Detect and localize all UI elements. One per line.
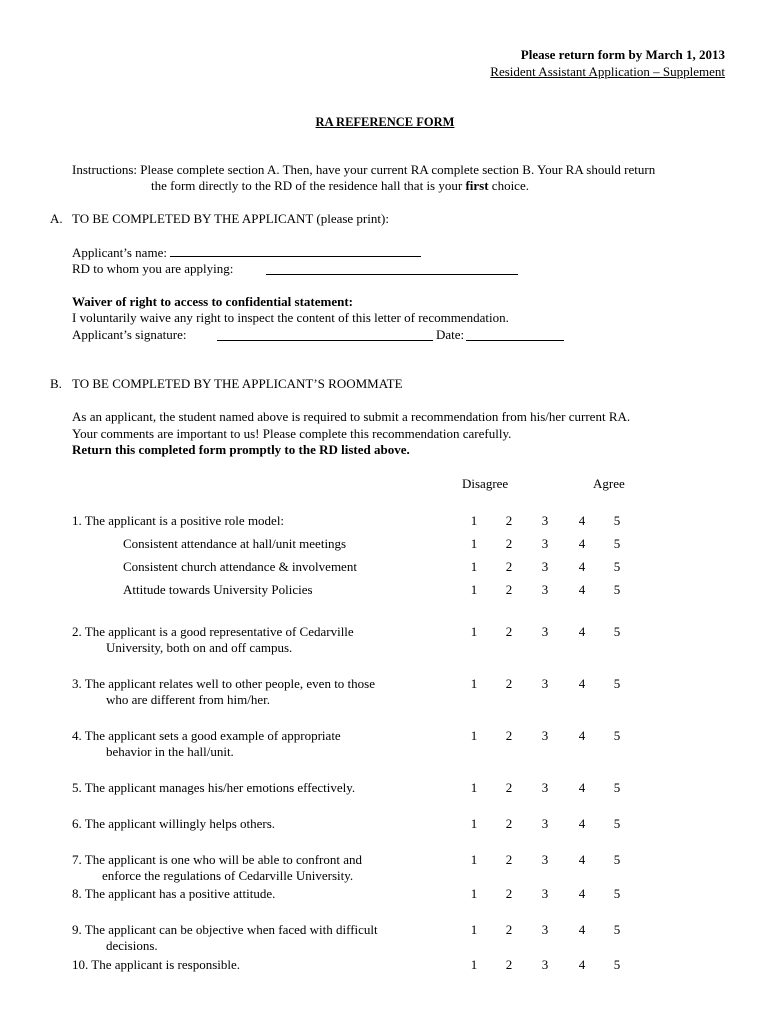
- signature-field[interactable]: [217, 326, 433, 341]
- rating-option-4[interactable]: 4: [578, 582, 586, 597]
- rating-scale: [457, 582, 657, 598]
- rating-option-4[interactable]: 4: [578, 957, 586, 972]
- rating-option-2[interactable]: 2: [505, 957, 513, 972]
- rating-option-3[interactable]: 3: [541, 624, 549, 639]
- rating-option-2[interactable]: 2: [505, 922, 513, 937]
- rating-scale: [457, 922, 657, 938]
- rating-item-text: 4. The applicant sets a good example of appropriate: [72, 728, 341, 743]
- signature-label: Applicant’s signature:: [72, 327, 187, 342]
- rating-scale: [457, 536, 657, 552]
- rating-item-text: 7. The applicant is one who will be able to confront and: [72, 852, 363, 867]
- rating-option-5[interactable]: 5: [613, 536, 621, 551]
- rating-item-text: 3. The applicant relates well to other people, even to those: [72, 676, 375, 691]
- rating-option-5[interactable]: 5: [613, 816, 621, 831]
- section-a-letter: A.: [50, 211, 63, 226]
- rating-option-2[interactable]: 2: [505, 780, 513, 795]
- rating-scale: [457, 780, 657, 796]
- return-deadline: Please return form by March 1, 2013: [520, 47, 725, 62]
- section-b-paragraph-1: As an applicant, the student named above is required to submit a recommendation from his/her current RA.: [72, 409, 631, 424]
- rating-scale: [457, 676, 657, 692]
- section-b-heading: TO BE COMPLETED BY THE APPLICANT’S ROOMMATE: [72, 376, 403, 391]
- rating-scale: [457, 513, 657, 529]
- instructions-line-2: [151, 178, 529, 194]
- scale-disagree-label: Disagree: [462, 476, 509, 491]
- instructions-text: the form directly to the RD of the residence hall that is your: [151, 178, 466, 193]
- rating-option-2[interactable]: 2: [505, 852, 513, 867]
- rating-option-1[interactable]: 1: [470, 676, 478, 691]
- rating-item-text: 10. The applicant is responsible.: [72, 957, 241, 972]
- rating-option-1[interactable]: 1: [470, 728, 478, 743]
- rating-item-text-continued: University, both on and off campus.: [106, 640, 293, 655]
- rating-item-text: 9. The applicant can be objective when faced with difficult: [72, 922, 378, 937]
- rating-item-text-continued: enforce the regulations of Cedarville University.: [102, 868, 354, 883]
- applicant-name-row: [72, 244, 421, 261]
- rating-option-3[interactable]: 3: [541, 886, 549, 901]
- rating-option-5[interactable]: 5: [613, 582, 621, 597]
- instructions-emphasis: first: [465, 178, 489, 193]
- rating-option-5[interactable]: 5: [613, 559, 621, 574]
- rating-option-2[interactable]: 2: [505, 624, 513, 639]
- rating-option-3[interactable]: 3: [541, 582, 549, 597]
- rating-option-5[interactable]: 5: [613, 886, 621, 901]
- rating-option-2[interactable]: 2: [505, 886, 513, 901]
- applicant-name-field[interactable]: [170, 244, 421, 257]
- rating-option-1[interactable]: 1: [470, 886, 478, 901]
- applicant-name-label: Applicant’s name:: [72, 245, 167, 260]
- rating-item-text-continued: decisions.: [106, 938, 158, 953]
- rating-option-5[interactable]: 5: [613, 957, 621, 972]
- rating-scale: [457, 728, 657, 744]
- rating-option-5[interactable]: 5: [613, 513, 621, 528]
- rating-option-4[interactable]: 4: [578, 624, 586, 639]
- rating-option-1[interactable]: 1: [470, 957, 478, 972]
- rating-option-4[interactable]: 4: [578, 676, 586, 691]
- date-label: Date:: [436, 327, 465, 342]
- rating-option-3[interactable]: 3: [541, 957, 549, 972]
- rating-scale: [457, 816, 657, 832]
- rating-option-4[interactable]: 4: [578, 922, 586, 937]
- rating-scale: [457, 886, 657, 902]
- rating-option-2[interactable]: 2: [505, 816, 513, 831]
- section-b-paragraph-3: Return this completed form promptly to the RD listed above.: [72, 442, 410, 457]
- rating-option-3[interactable]: 3: [541, 728, 549, 743]
- rating-option-1[interactable]: 1: [470, 582, 478, 597]
- rating-item-text: 5. The applicant manages his/her emotions effectively.: [72, 780, 356, 795]
- rating-item-text: 6. The applicant willingly helps others.: [72, 816, 276, 831]
- rating-option-5[interactable]: 5: [613, 676, 621, 691]
- section-a-heading: TO BE COMPLETED BY THE APPLICANT (please print):: [72, 211, 389, 226]
- rating-option-5[interactable]: 5: [613, 780, 621, 795]
- scale-agree-label: Agree: [593, 476, 625, 491]
- rating-option-2[interactable]: 2: [505, 676, 513, 691]
- application-subtitle: Resident Assistant Application – Supplement: [490, 64, 725, 79]
- instructions-text-end: choice.: [488, 178, 529, 193]
- rating-option-3[interactable]: 3: [541, 676, 549, 691]
- rd-field[interactable]: [266, 260, 518, 275]
- rating-item-text: 1. The applicant is a positive role model:: [72, 513, 285, 528]
- rating-option-4[interactable]: 4: [578, 886, 586, 901]
- rating-option-3[interactable]: 3: [541, 780, 549, 795]
- rating-option-3[interactable]: 3: [541, 559, 549, 574]
- rating-option-2[interactable]: 2: [505, 728, 513, 743]
- rd-label: RD to whom you are applying:: [72, 261, 234, 276]
- rating-option-2[interactable]: 2: [505, 513, 513, 528]
- waiver-heading: Waiver of right to access to confidential statement:: [72, 294, 354, 309]
- rating-item-text: Consistent church attendance & involvement: [123, 559, 357, 574]
- rating-item-text: 8. The applicant has a positive attitude.: [72, 886, 276, 901]
- rating-option-4[interactable]: 4: [578, 728, 586, 743]
- rating-option-4[interactable]: 4: [578, 852, 586, 867]
- section-b-letter: B.: [50, 376, 62, 391]
- rating-option-1[interactable]: 1: [470, 559, 478, 574]
- rating-item-text: 2. The applicant is a good representative of Cedarville: [72, 624, 354, 639]
- section-b-paragraph-2: Your comments are important to us! Please complete this recommendation carefully.: [72, 426, 512, 441]
- rating-option-5[interactable]: 5: [613, 852, 621, 867]
- form-title: RA REFERENCE FORM: [315, 115, 455, 129]
- rating-option-2[interactable]: 2: [505, 582, 513, 597]
- rating-scale: [457, 852, 657, 868]
- rating-item-text-continued: who are different from him/her.: [106, 692, 271, 707]
- rating-option-4[interactable]: 4: [578, 513, 586, 528]
- rating-option-1[interactable]: 1: [470, 922, 478, 937]
- rating-option-3[interactable]: 3: [541, 852, 549, 867]
- rating-option-5[interactable]: 5: [613, 922, 621, 937]
- rating-option-2[interactable]: 2: [505, 536, 513, 551]
- rating-option-1[interactable]: 1: [470, 536, 478, 551]
- rating-item-text: Attitude towards University Policies: [123, 582, 313, 597]
- rating-option-1[interactable]: 1: [470, 816, 478, 831]
- rating-option-4[interactable]: 4: [578, 559, 586, 574]
- rating-scale: [457, 624, 657, 640]
- rating-option-4[interactable]: 4: [578, 816, 586, 831]
- rating-option-4[interactable]: 4: [578, 536, 586, 551]
- instructions-line-1: Instructions: Please complete section A. Then, have your current RA complete section B. Your RA should return: [72, 162, 656, 177]
- rating-scale: [457, 559, 657, 575]
- date-field[interactable]: [466, 326, 564, 341]
- rating-option-1[interactable]: 1: [470, 852, 478, 867]
- rating-option-2[interactable]: 2: [505, 559, 513, 574]
- rating-option-1[interactable]: 1: [470, 624, 478, 639]
- rating-item-text: Consistent attendance at hall/unit meetings: [123, 536, 347, 551]
- rating-option-1[interactable]: 1: [470, 513, 478, 528]
- rating-option-4[interactable]: 4: [578, 780, 586, 795]
- rating-option-3[interactable]: 3: [541, 513, 549, 528]
- rating-option-5[interactable]: 5: [613, 728, 621, 743]
- rating-option-3[interactable]: 3: [541, 816, 549, 831]
- rating-scale: [457, 957, 657, 973]
- rating-option-1[interactable]: 1: [470, 780, 478, 795]
- waiver-text: I voluntarily waive any right to inspect the content of this letter of recommendation.: [72, 310, 509, 325]
- rating-option-3[interactable]: 3: [541, 922, 549, 937]
- rating-item-text-continued: behavior in the hall/unit.: [106, 744, 234, 759]
- rating-option-5[interactable]: 5: [613, 624, 621, 639]
- rating-option-3[interactable]: 3: [541, 536, 549, 551]
